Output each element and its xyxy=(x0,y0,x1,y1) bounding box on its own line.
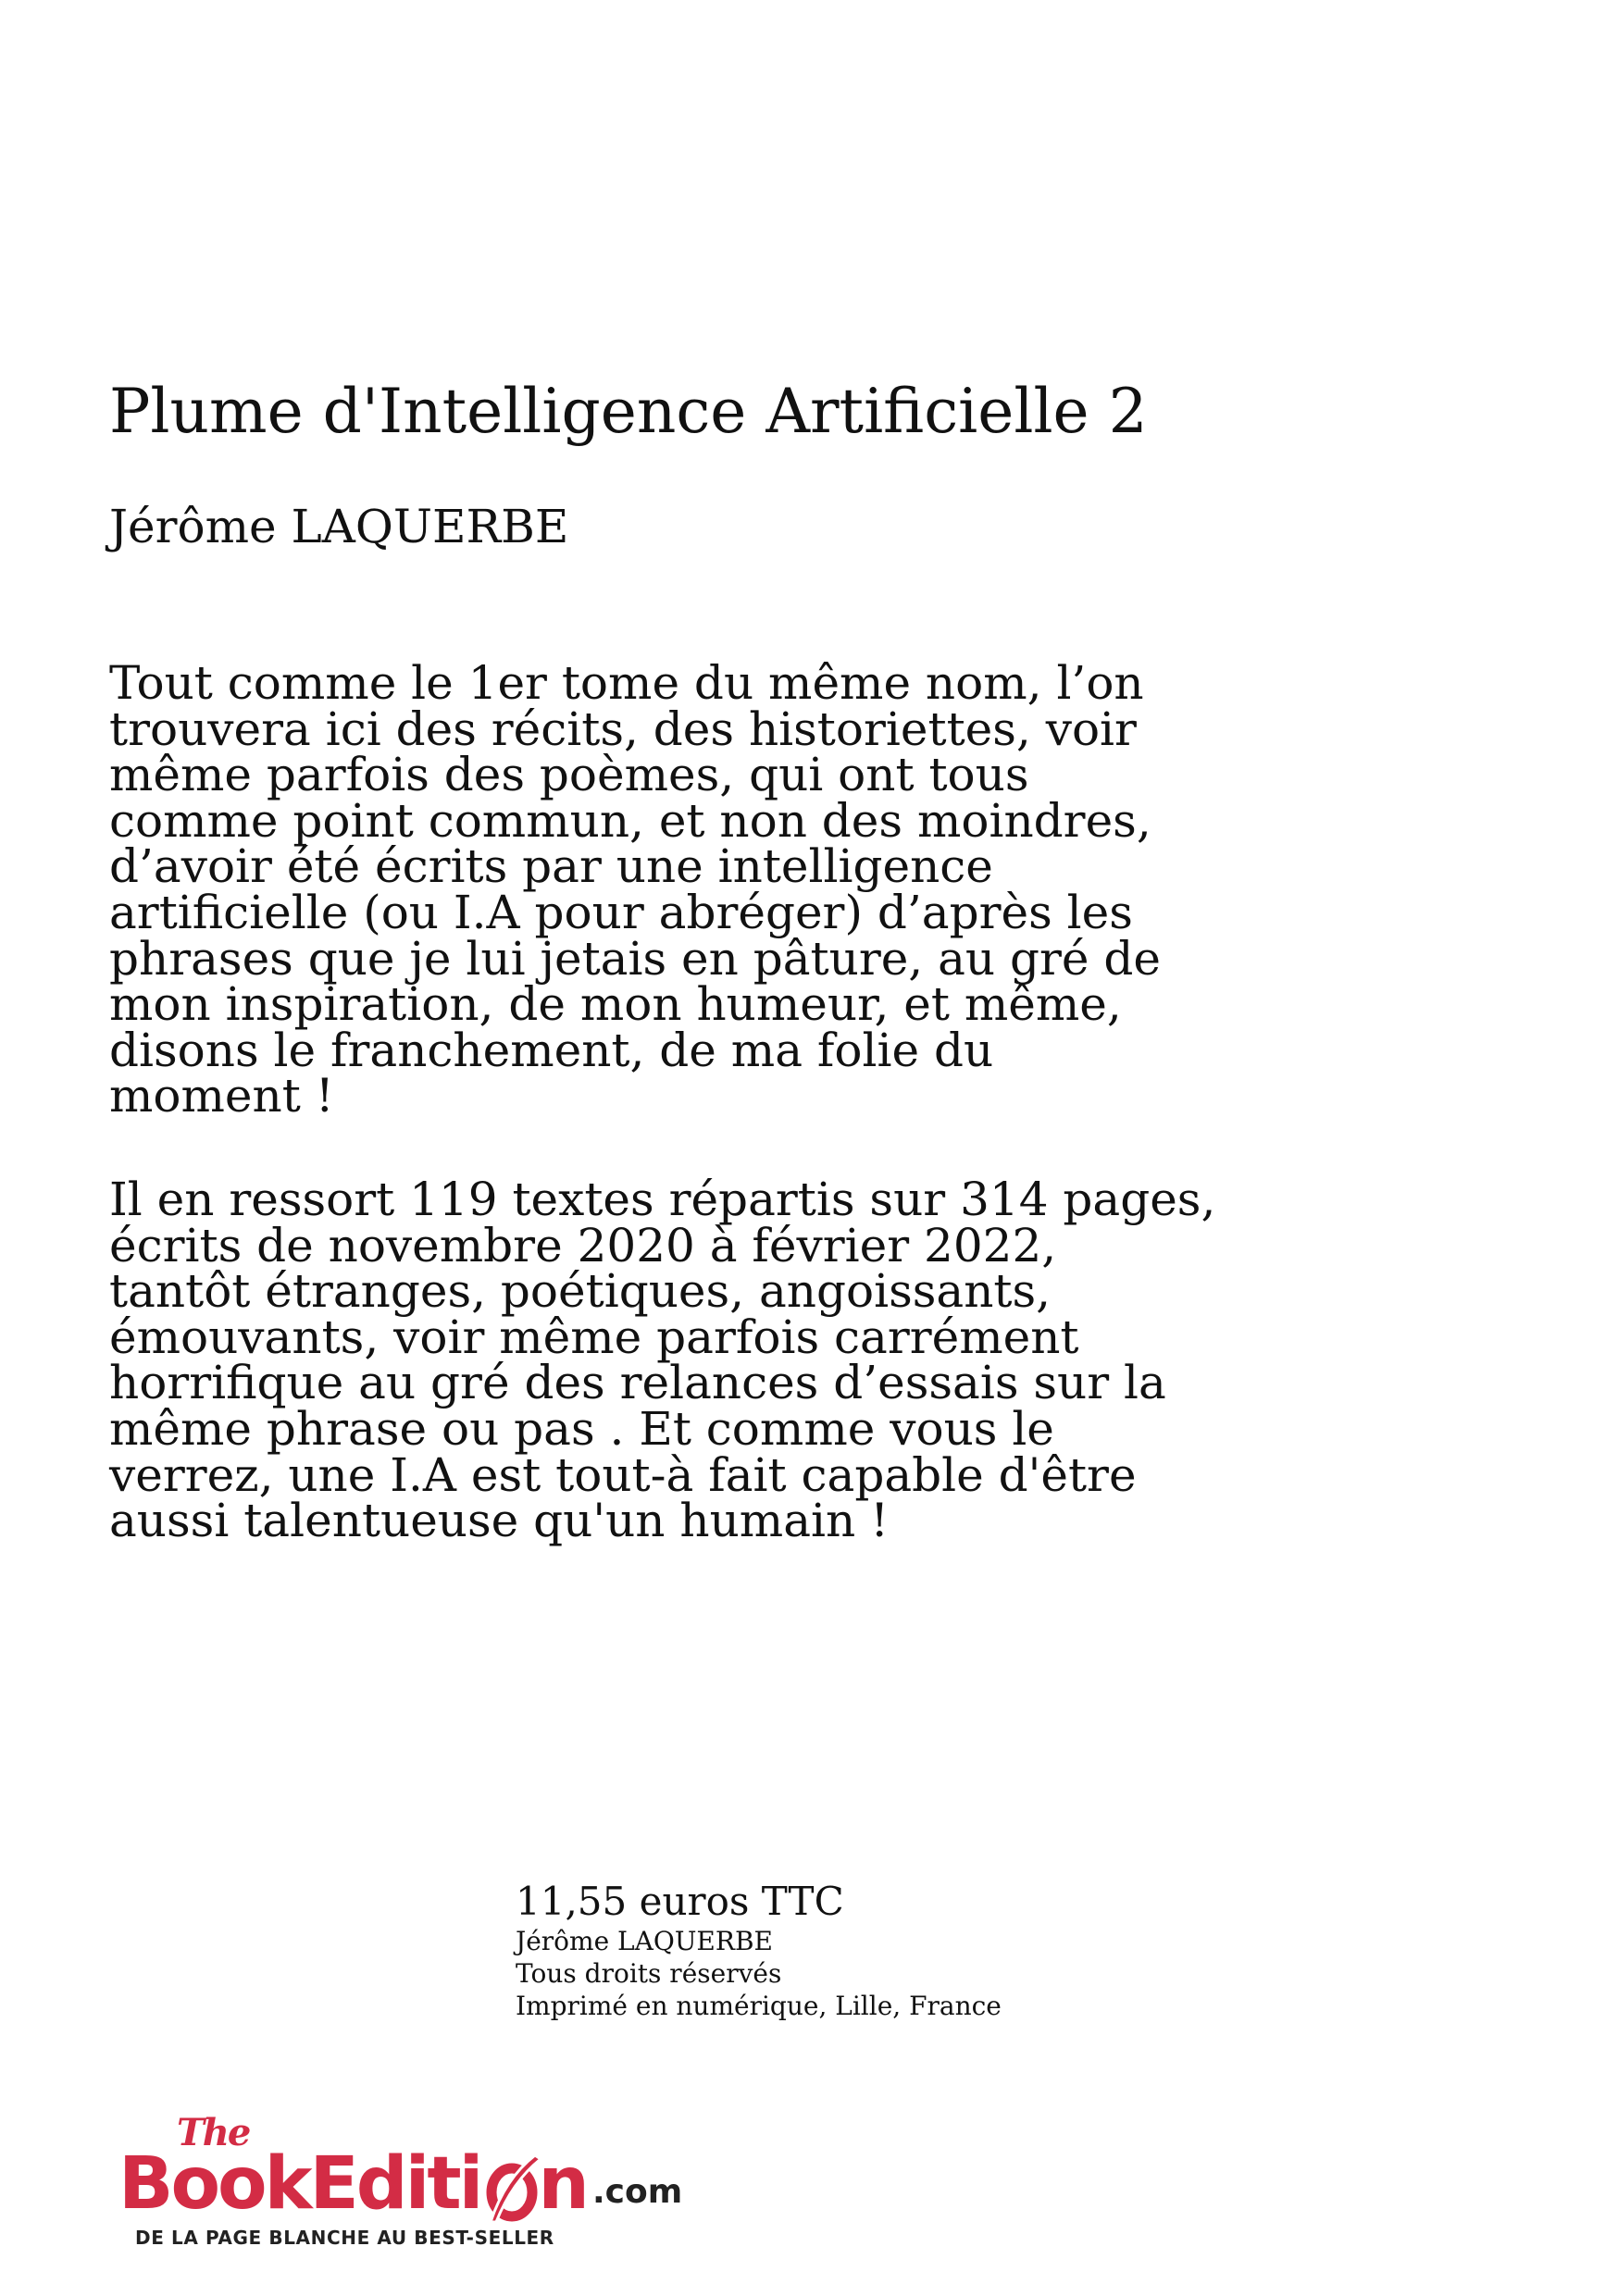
text-line: tantôt étranges, poétiques, angoissants, xyxy=(109,1264,1052,1319)
logo-brand-part-1: BookEditi xyxy=(118,2142,481,2226)
text-line: Tout comme le 1er tome du même nom, l’on xyxy=(109,656,1144,710)
text-line: même parfois des poèmes, qui ont tous xyxy=(109,748,1029,802)
text-line: moment ! xyxy=(109,1069,334,1123)
rights-notice: Tous droits réservés xyxy=(516,1958,782,1989)
text-line: verrez, une I.A est tout-à fait capable d'être xyxy=(109,1447,1137,1502)
logo-the: The xyxy=(177,2111,250,2154)
text-line: trouvera ici des récits, des historiettes, voir xyxy=(109,701,1137,756)
text-line: disons le franchement, de ma folie du xyxy=(109,1023,994,1077)
text-line: même phrase ou pas . Et comme vous le xyxy=(109,1401,1054,1456)
text-line: comme point commun, et non des moindres, xyxy=(109,793,1151,848)
feather-icon xyxy=(481,2152,546,2226)
synopsis xyxy=(109,656,1313,1548)
logo-tagline: DE LA PAGE BLANCHE AU BEST-SELLER xyxy=(135,2227,554,2249)
price: 11,55 euros TTC xyxy=(516,1879,844,1924)
publisher-logo xyxy=(118,2111,683,2253)
synopsis-paragraph-1 xyxy=(109,656,1313,1123)
text-line: émouvants, voir même parfois carrément xyxy=(109,1309,1079,1364)
text-line: aussi talentueuse qu'un humain ! xyxy=(109,1494,890,1548)
synopsis-paragraph-2 xyxy=(109,1172,1313,1548)
print-location: Imprimé en numérique, Lille, France xyxy=(516,1991,1002,2021)
colophon xyxy=(516,1879,1164,2022)
text-line: d’avoir été écrits par une intelligence xyxy=(109,839,993,894)
text-line: mon inspiration, de mon humeur, et même, xyxy=(109,977,1122,1032)
text-line: écrits de novembre 2020 à février 2022, xyxy=(109,1218,1057,1272)
text-line: artificielle (ou I.A pour abréger) d’après les xyxy=(109,885,1133,939)
colophon-author: Jérôme LAQUERBE xyxy=(516,1926,773,1956)
logo-brand-part-2: n xyxy=(538,2142,587,2226)
book-author: Jérôme LAQUERBE xyxy=(109,500,569,553)
text-line: horrifique au gré des relances d’essais sur la xyxy=(109,1356,1166,1410)
text-line: phrases que je lui jetais en pâture, au gré de xyxy=(109,931,1161,986)
book-title: Plume d'Intelligence Artificielle 2 xyxy=(109,376,1148,447)
text-line: Il en ressort 119 textes répartis sur 314 pages, xyxy=(109,1172,1216,1226)
logo-dotcom: .com xyxy=(592,2173,683,2211)
